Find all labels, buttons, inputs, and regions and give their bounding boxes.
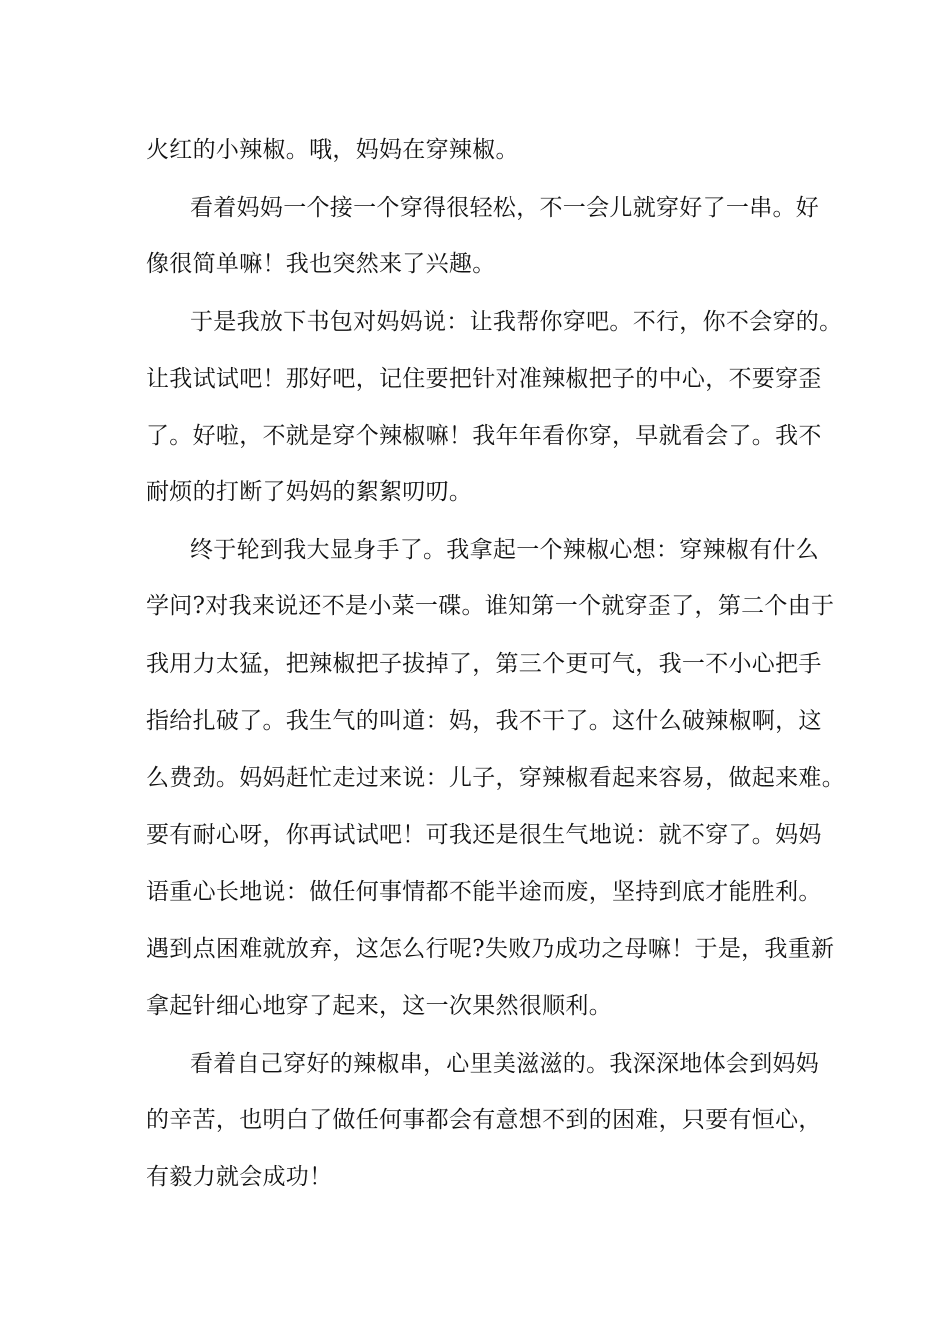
text-line: 拿起针细心地穿了起来，这一次果然很顺利。 <box>146 993 612 1019</box>
text-line: 终于轮到我大显身手了。我拿起一个辣椒心想：穿辣椒有什么 <box>190 537 820 563</box>
text-line: 看着自己穿好的辣椒串，心里美滋滋的。我深深地体会到妈妈 <box>190 1051 820 1077</box>
text-line: 指给扎破了。我生气的叫道：妈，我不干了。这什么破辣椒啊，这 <box>146 708 822 734</box>
text-line: 要有耐心呀，你再试试吧！可我还是很生气地说：就不穿了。妈妈 <box>146 822 822 848</box>
text-line: 于是我放下书包对妈妈说：让我帮你穿吧。不行，你不会穿的。 <box>190 309 843 335</box>
text-line: 的辛苦，也明白了做任何事都会有意想不到的困难，只要有恒心， <box>146 1107 822 1133</box>
text-line: 学问?对我来说还不是小菜一碟。谁知第一个就穿歪了，第二个由于 <box>146 593 835 619</box>
text-line: 看着妈妈一个接一个穿得很轻松，不一会儿就穿好了一串。好 <box>190 195 820 221</box>
text-line: 火红的小辣椒。哦，妈妈在穿辣椒。 <box>146 137 519 163</box>
text-line: 遇到点困难就放弃，这怎么行呢?失败乃成功之母嘛！于是，我重新 <box>146 936 835 962</box>
text-line: 让我试试吧！那好吧，记住要把针对准辣椒把子的中心，不要穿歪 <box>146 366 822 392</box>
text-line: 有毅力就会成功！ <box>146 1164 333 1190</box>
text-line: 么费劲。妈妈赶忙走过来说：儿子，穿辣椒看起来容易，做起来难。 <box>146 765 845 791</box>
text-line: 像很简单嘛！我也突然来了兴趣。 <box>146 251 496 277</box>
text-line: 耐烦的打断了妈妈的絮絮叨叨。 <box>146 479 473 505</box>
text-line: 了。好啦，不就是穿个辣椒嘛！我年年看你穿，早就看会了。我不 <box>146 423 822 449</box>
text-line: 语重心长地说：做任何事情都不能半途而废，坚持到底才能胜利。 <box>146 879 822 905</box>
text-line: 我用力太猛，把辣椒把子拔掉了，第三个更可气，我一不小心把手 <box>146 651 822 677</box>
